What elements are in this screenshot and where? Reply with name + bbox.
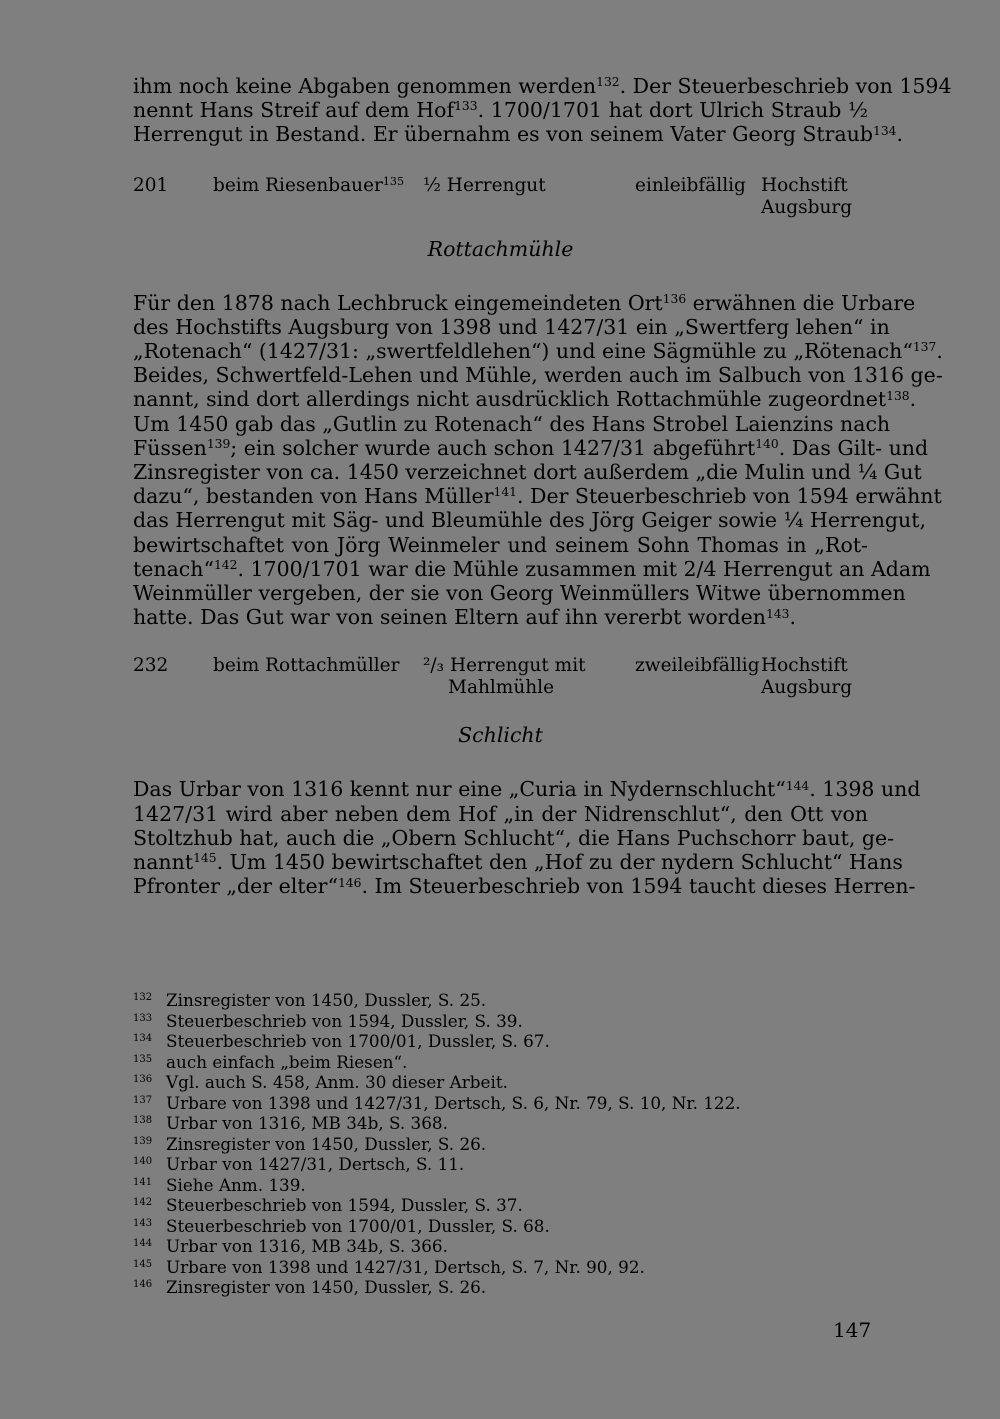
footnote-text: Urbare von 1398 und 1427/31, Dertsch, S. 6, Nr. 79, S. 10, Nr. 122.: [166, 1092, 741, 1113]
text-line: [133, 605, 868, 629]
line-text: . Das Gilt- und: [778, 435, 929, 460]
page-number: 147: [833, 1318, 872, 1342]
text-line: [133, 874, 916, 899]
footnote-ref: 145: [193, 851, 217, 866]
intro-paragraph: [133, 74, 952, 147]
line-text: Zinsregister von ca. 1450 verzeichnet dort außerdem „die Mulin und ¼ Gut: [133, 460, 922, 485]
line-text: nannt: [133, 850, 194, 875]
section-heading-rottachmuehle: Rottachmühle: [427, 236, 574, 261]
footnote-text: Zinsregister von 1450, Dussler, S. 25.: [166, 990, 487, 1010]
line-text: ; ein solcher wurde auch schon 1427/31 abgeführt: [230, 435, 756, 460]
section-heading-schlicht: Schlicht: [458, 723, 543, 748]
line-text: 1427/31 wird aber neben dem Hof „in der Nidrenschlut“, den Ott von: [133, 801, 868, 826]
footnote-ref: 142: [213, 558, 238, 573]
footnote-text: Siehe Anm. 139.: [166, 1174, 306, 1195]
entry-number: 201: [133, 174, 169, 196]
line-text: Pfronter „der elter“: [133, 874, 338, 899]
text-line: [133, 314, 890, 339]
line-text: . Der Steuerbeschrieb von 1594 erwähnt: [516, 484, 942, 509]
line-text: Weinmüller vergeben, der sie von Georg Weinmüllers Witwe übernommen: [133, 581, 906, 606]
page-body: [133, 72, 952, 899]
line-text: ihm noch keine Abgaben genommen werden: [133, 74, 597, 98]
footnote-number: 136: [133, 1074, 153, 1085]
line-text: dazu“, bestanden von Hans Müller: [133, 484, 494, 509]
text-line: [133, 581, 906, 606]
footnote-item: [133, 990, 868, 1011]
footnote-text: Steuerbeschrieb von 1594, Dussler, S. 37.: [166, 1195, 523, 1215]
footnote-ref: 136: [662, 291, 687, 306]
line-text: . Im Steuerbeschrieb von 1594 taucht dieses Herren-: [361, 874, 916, 899]
rottach-paragraph: [133, 290, 943, 630]
footnote-text: Zinsregister von 1450, Dussler, S. 26.: [166, 1277, 487, 1297]
footnote-number: 135: [133, 1053, 153, 1065]
line-text: . 1700/1701 war die Mühle zusammen mit 2/4 Herrengut an Adam: [237, 556, 931, 581]
text-line: [133, 290, 916, 315]
line-text: .: [896, 122, 904, 147]
line-text: erwähnen die Urbare: [686, 290, 916, 315]
footnote-text: Urbar von 1316, MB 34b, S. 366.: [166, 1236, 448, 1256]
footnote-number: 144: [133, 1238, 153, 1249]
footnote-number: 133: [133, 1012, 153, 1024]
line-text: nannt, sind dort allerdings nicht ausdrücklich Rottachmühle zugeordnet: [133, 387, 887, 412]
footnote-number: 137: [133, 1094, 153, 1106]
entry-owner-line2: Augsburg: [761, 677, 853, 699]
entry-size: ½ Herrengut: [423, 174, 546, 196]
text-line: [133, 533, 868, 557]
footnote-number: 146: [133, 1279, 153, 1290]
line-text: Für den 1878 nach Lechbruck eingemeindeten Ort: [133, 290, 663, 315]
entry-name: beim Riesenbauer$^{135}$: [213, 174, 405, 196]
footnote-item: [133, 1052, 868, 1073]
footnote-item: [133, 1011, 868, 1032]
entry-owner-line2: Augsburg: [761, 196, 853, 218]
line-text: nennt Hans Streif auf dem Hof: [133, 98, 455, 123]
text-line: [133, 508, 926, 533]
text-line: [133, 411, 891, 436]
footnote-ref: 133: [454, 99, 478, 114]
footnote-number: 141: [133, 1176, 153, 1188]
footnote-ref: 143: [765, 606, 790, 621]
footnote-item: [133, 1134, 868, 1155]
line-text: . Um 1450 bewirtschaftet den „Hof zu der nydern Schlucht“ Hans: [216, 850, 903, 875]
footnote-ref: 139: [206, 437, 231, 452]
line-text: des Hochstifts Augsburg von 1398 und 1427/31 ein „Swertferg lehen“ in: [133, 314, 890, 339]
line-text: Stoltzhub hat, auch die „Obern Schlucht“, die Hans Puchschorr baut, ge-: [133, 825, 895, 850]
footnote-ref: 134: [873, 123, 897, 138]
text-line: [133, 825, 895, 850]
footnote-text: Vgl. auch S. 458, Anm. 30 dieser Arbeit.: [166, 1072, 508, 1092]
text-line: [133, 74, 952, 98]
footnote-item: [133, 1277, 868, 1298]
line-text: Beides, Schwertfeld-Lehen und Mühle, werden auch im Salbuch von 1316 ge-: [133, 363, 943, 388]
footnote-text: Steuerbeschrieb von 1594, Dussler, S. 39.: [166, 1010, 523, 1031]
footnote-number: 134: [133, 1033, 153, 1044]
property-entry-232: [133, 655, 868, 705]
entry-type: zweileibfällig: [635, 655, 760, 677]
entry-size-line1: ²/₃ Herrengut mit: [423, 655, 586, 677]
entry-size-line2: Mahlmühle: [448, 677, 555, 699]
text-line: [133, 435, 929, 460]
footnote-text: Steuerbeschrieb von 1700/01, Dussler, S. 68.: [166, 1215, 550, 1236]
line-text: „Rotenach“ (1427/31: „swertfeldlehen“) und eine Sägmühle zu „Rötenach“: [133, 339, 913, 364]
line-text: .: [936, 339, 943, 364]
footnote-item: [133, 1195, 868, 1216]
property-entry-201: [133, 175, 868, 225]
footnote-text: Urbare von 1398 und 1427/31, Dertsch, S. 7, Nr. 90, 92.: [166, 1256, 645, 1277]
footnote-item: [133, 1257, 868, 1278]
footnote-item: [133, 1093, 868, 1114]
entry-name: beim Rottachmüller: [213, 655, 400, 677]
line-text: tenach“: [133, 556, 214, 581]
line-text: . 1398 und: [809, 777, 921, 802]
footnote-ref: 135: [382, 174, 405, 188]
footnote-number: 140: [133, 1156, 153, 1167]
footnote-number: 139: [133, 1135, 153, 1147]
footnote-number: 142: [133, 1197, 153, 1208]
footnote-text: Urbar von 1427/31, Dertsch, S. 11.: [166, 1154, 465, 1174]
entry-type: einleibfällig: [635, 174, 746, 196]
footnote-ref: 137: [912, 340, 937, 355]
text-line: [133, 850, 903, 875]
text-line: [133, 387, 917, 412]
footnote-ref: 132: [596, 75, 620, 90]
line-text: Das Urbar von 1316 kennt nur eine „Curia in Nydernschlucht“: [133, 777, 786, 802]
line-text: Herrengut in Bestand. Er übernahm es von seinem Vater Georg Straub: [133, 122, 874, 147]
line-text: .: [909, 387, 917, 412]
line-text: . 1700/1701 hat dort Ulrich Straub ½: [477, 98, 868, 123]
line-text: Um 1450 gab das „Gutlin zu Rotenach“ des Hans Strobel Laienzins nach: [133, 411, 891, 436]
footnote-ref: 141: [493, 485, 517, 500]
text-line: [133, 363, 943, 388]
footnote-item: [133, 1216, 868, 1237]
footnote-text: Steuerbeschrieb von 1700/01, Dussler, S. 67.: [166, 1031, 550, 1051]
footnote-text: Zinsregister von 1450, Dussler, S. 26.: [166, 1133, 487, 1154]
entry-owner-line1: Hochstift: [761, 655, 848, 677]
text-line: [133, 460, 922, 485]
footnote-text: Urbar von 1316, MB 34b, S. 368.: [166, 1113, 448, 1133]
entry-owner-line1: Hochstift: [761, 174, 848, 196]
line-text: Füssen: [133, 435, 207, 460]
line-text: .: [789, 605, 796, 630]
footnote-number: 132: [133, 992, 153, 1003]
footnote-number: 138: [133, 1115, 153, 1126]
footnote-item: [133, 1154, 868, 1175]
line-text: hatte. Das Gut war von seinen Eltern auf ihn vererbt worden: [133, 605, 766, 630]
footnote-item: [133, 1175, 868, 1196]
footnote-ref: 138: [886, 388, 910, 403]
footnote-item: [133, 1072, 868, 1093]
text-line: [133, 98, 868, 122]
footnote-ref: 140: [755, 437, 779, 452]
footnotes: [133, 990, 868, 1298]
footnote-number: 143: [133, 1217, 153, 1229]
footnote-ref: 144: [785, 778, 810, 793]
footnote-ref: 146: [337, 875, 362, 890]
line-text: bewirtschaftet von Jörg Weinmeler und seinem Sohn Thomas in „Rot-: [133, 532, 868, 557]
footnote-item: [133, 1236, 868, 1257]
footnote-text: auch einfach „beim Riesen“.: [166, 1051, 408, 1072]
schlicht-paragraph: [133, 777, 921, 899]
line-text: . Der Steuerbeschrieb von 1594: [619, 74, 952, 98]
entry-number: 232: [133, 655, 169, 677]
text-line: [133, 802, 868, 826]
text-line: [133, 339, 943, 364]
footnote-number: 145: [133, 1258, 153, 1270]
text-line: [133, 777, 921, 802]
footnote-item: [133, 1031, 868, 1052]
text-line: [133, 122, 904, 147]
text-line: [133, 484, 942, 509]
footnote-item: [133, 1113, 868, 1134]
line-text: das Herrengut mit Säg- und Bleumühle des Jörg Geiger sowie ¼ Herrengut,: [133, 508, 926, 533]
text-line: [133, 556, 931, 581]
